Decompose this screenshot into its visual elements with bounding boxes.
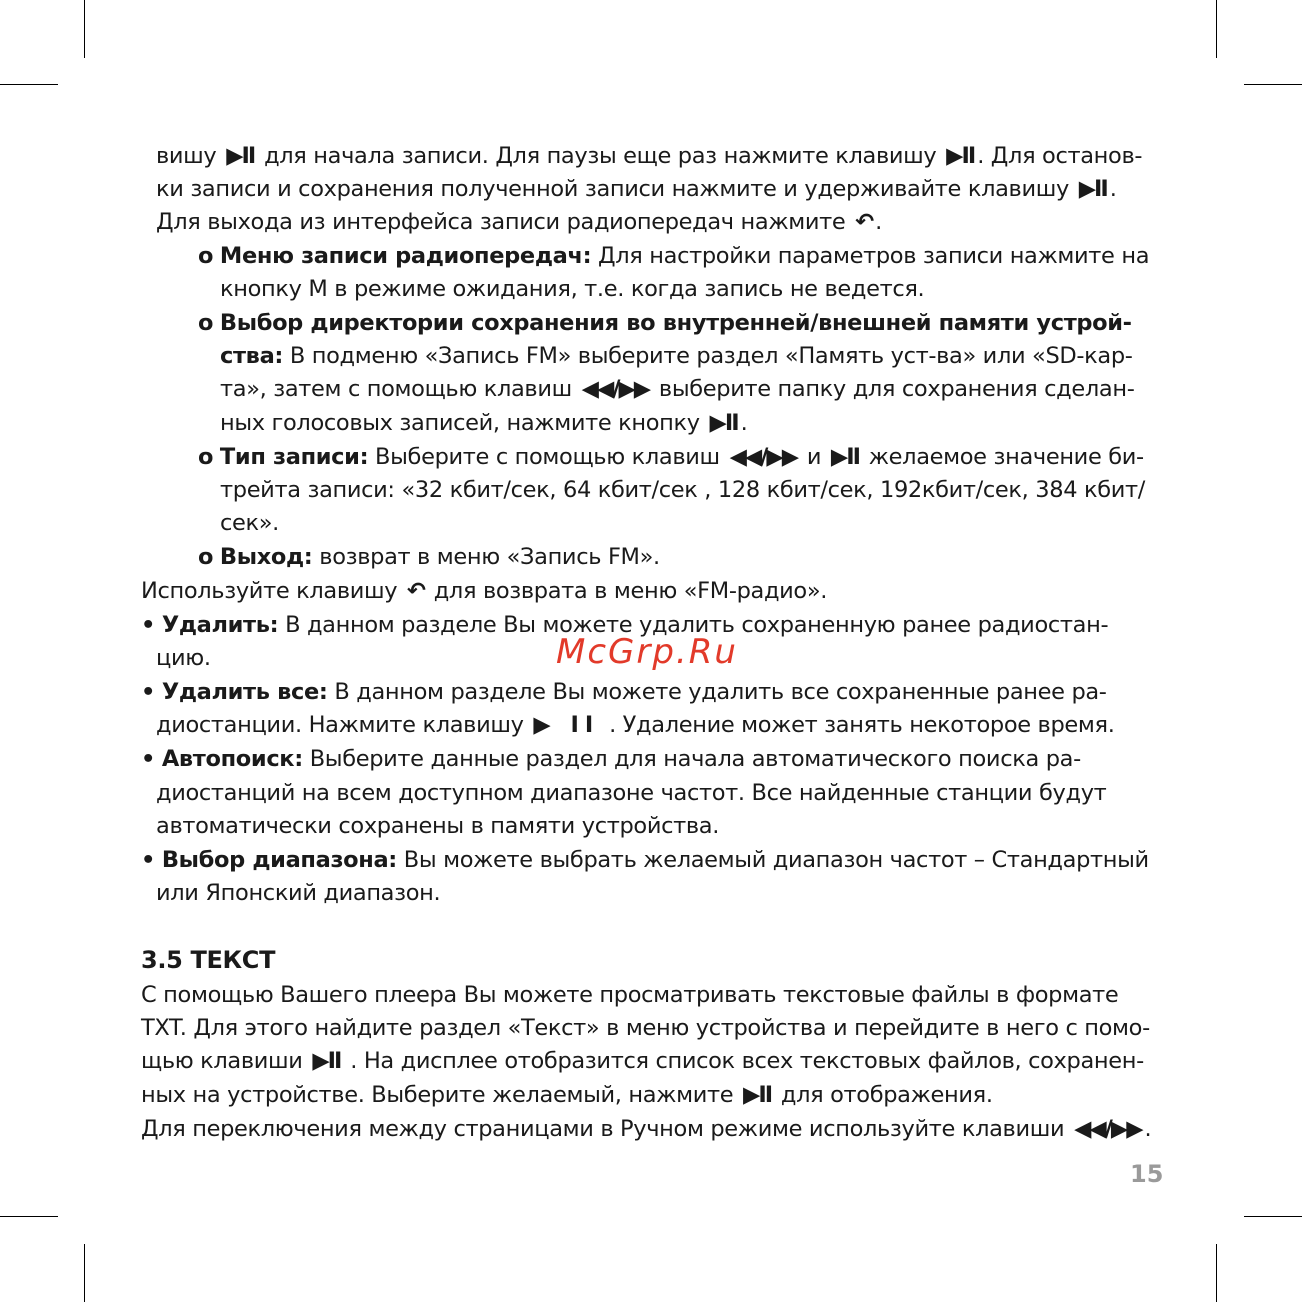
back-icon: ↶	[407, 578, 424, 604]
list-item: o Выбор директории сохранения во внутренней/внешней памяти устрой-	[198, 310, 1132, 336]
list-item: • Выбор диапазона: Вы можете выбрать желаемый диапазон частот – Стандартный	[141, 847, 1149, 873]
play-pause-icon: ▶II	[312, 1048, 341, 1074]
list-item-line: трейта записи: «32 кбит/сек, 64 кбит/сек , 128 кбит/сек, 192кбит/сек, 384 кбит/	[220, 477, 1145, 503]
play-pause-icon: ▶II	[946, 143, 975, 169]
crop-mark	[1216, 0, 1217, 58]
list-item: o Тип записи: Выберите с помощью клавиш ◀◀/▶▶ и ▶II желаемое значение би-	[198, 441, 1144, 474]
paragraph-line: Используйте клавишу ↶ для возврата в меню «FM-радио».	[141, 575, 827, 608]
play-pause-icon: ▶ II	[533, 712, 600, 738]
list-item-line: кнопку M в режиме ожидания, т.е. когда запись не ведется.	[220, 276, 925, 302]
list-item-line: ных голосовых записей, нажмите кнопку ▶II .	[220, 407, 747, 440]
prev-next-icon: ◀◀/▶▶	[581, 376, 650, 402]
page-number: 15	[1130, 1160, 1164, 1188]
crop-mark	[84, 1244, 85, 1302]
play-pause-icon: ▶II	[830, 444, 859, 470]
list-item: o Меню записи радиопередач: Для настройки параметров записи нажмите на	[198, 243, 1150, 269]
play-pause-icon: ▶II	[1078, 176, 1107, 202]
crop-mark	[1244, 1216, 1302, 1217]
list-item-line: диостанций на всем доступном диапазоне частот. Все найденные станции будут	[156, 780, 1107, 806]
back-icon: ↶	[855, 209, 873, 235]
crop-mark	[1216, 1244, 1217, 1302]
list-item-line: автоматически сохранены в памяти устройства.	[156, 813, 720, 839]
paragraph-line: ки записи и сохранения полученной записи нажмите и удерживайте клавишу ▶II .	[156, 173, 1117, 206]
prev-next-icon: ◀◀/▶▶	[1074, 1116, 1142, 1142]
prev-next-icon: ◀◀/▶▶	[729, 444, 797, 470]
crop-mark	[0, 1216, 58, 1217]
crop-mark	[1244, 84, 1302, 85]
list-item-line: или Японский диапазон.	[156, 880, 441, 906]
list-item: • Удалить: В данном разделе Вы можете удалить сохраненную ранее радиостан-	[141, 612, 1109, 638]
list-item-line: ства: В подменю «Запись FM» выберите раздел «Память уст-ва» или «SD-кар-	[220, 343, 1133, 369]
list-item-line: та», затем с помощью клавиш ◀◀/▶▶ выберите папку для сохранения сделан-	[220, 373, 1134, 406]
paragraph-line: вишу ▶II для начала записи. Для паузы еще раз нажмите клавишу ▶II . Для останов-	[156, 140, 1142, 173]
paragraph-line: Для выхода из интерфейса записи радиопередач нажмите ↶ .	[156, 206, 882, 239]
section-heading: 3.5 ТЕКСТ	[141, 946, 276, 974]
list-item-line: диостанции. Нажмите клавишу ▶ II . Удаление может занять некоторое время.	[156, 709, 1115, 742]
paragraph-line: ных на устройстве. Выберите желаемый, нажмите ▶II для отображения.	[141, 1079, 993, 1112]
crop-mark	[0, 84, 58, 85]
paragraph-line: щью клавиши ▶II . На дисплее отобразится список всех текстовых файлов, сохранен-	[141, 1045, 1144, 1078]
list-item-line: цию.	[156, 645, 211, 671]
list-item: • Удалить все: В данном разделе Вы можете удалить все сохраненные ранее ра-	[141, 679, 1107, 705]
paragraph-line: Для переключения между страницами в Ручном режиме используйте клавиши ◀◀/▶▶ .	[141, 1113, 1151, 1146]
play-pause-icon: ▶II	[226, 143, 255, 169]
play-pause-icon: ▶II	[709, 410, 738, 436]
crop-mark	[84, 0, 85, 58]
list-item: o Выход: возврат в меню «Запись FM».	[198, 544, 660, 570]
watermark: McGrp.Ru	[556, 632, 738, 672]
list-item: • Автопоиск: Выберите данные раздел для начала автоматического поиска ра-	[141, 746, 1081, 772]
play-pause-icon: ▶II	[743, 1082, 772, 1108]
paragraph-line: С помощью Вашего плеера Вы можете просматривать текстовые файлы в формате	[141, 982, 1119, 1008]
list-item-line: сек».	[220, 510, 279, 536]
paragraph-line: TXT. Для этого найдите раздел «Текст» в меню устройства и перейдите в него с помо-	[141, 1015, 1150, 1041]
